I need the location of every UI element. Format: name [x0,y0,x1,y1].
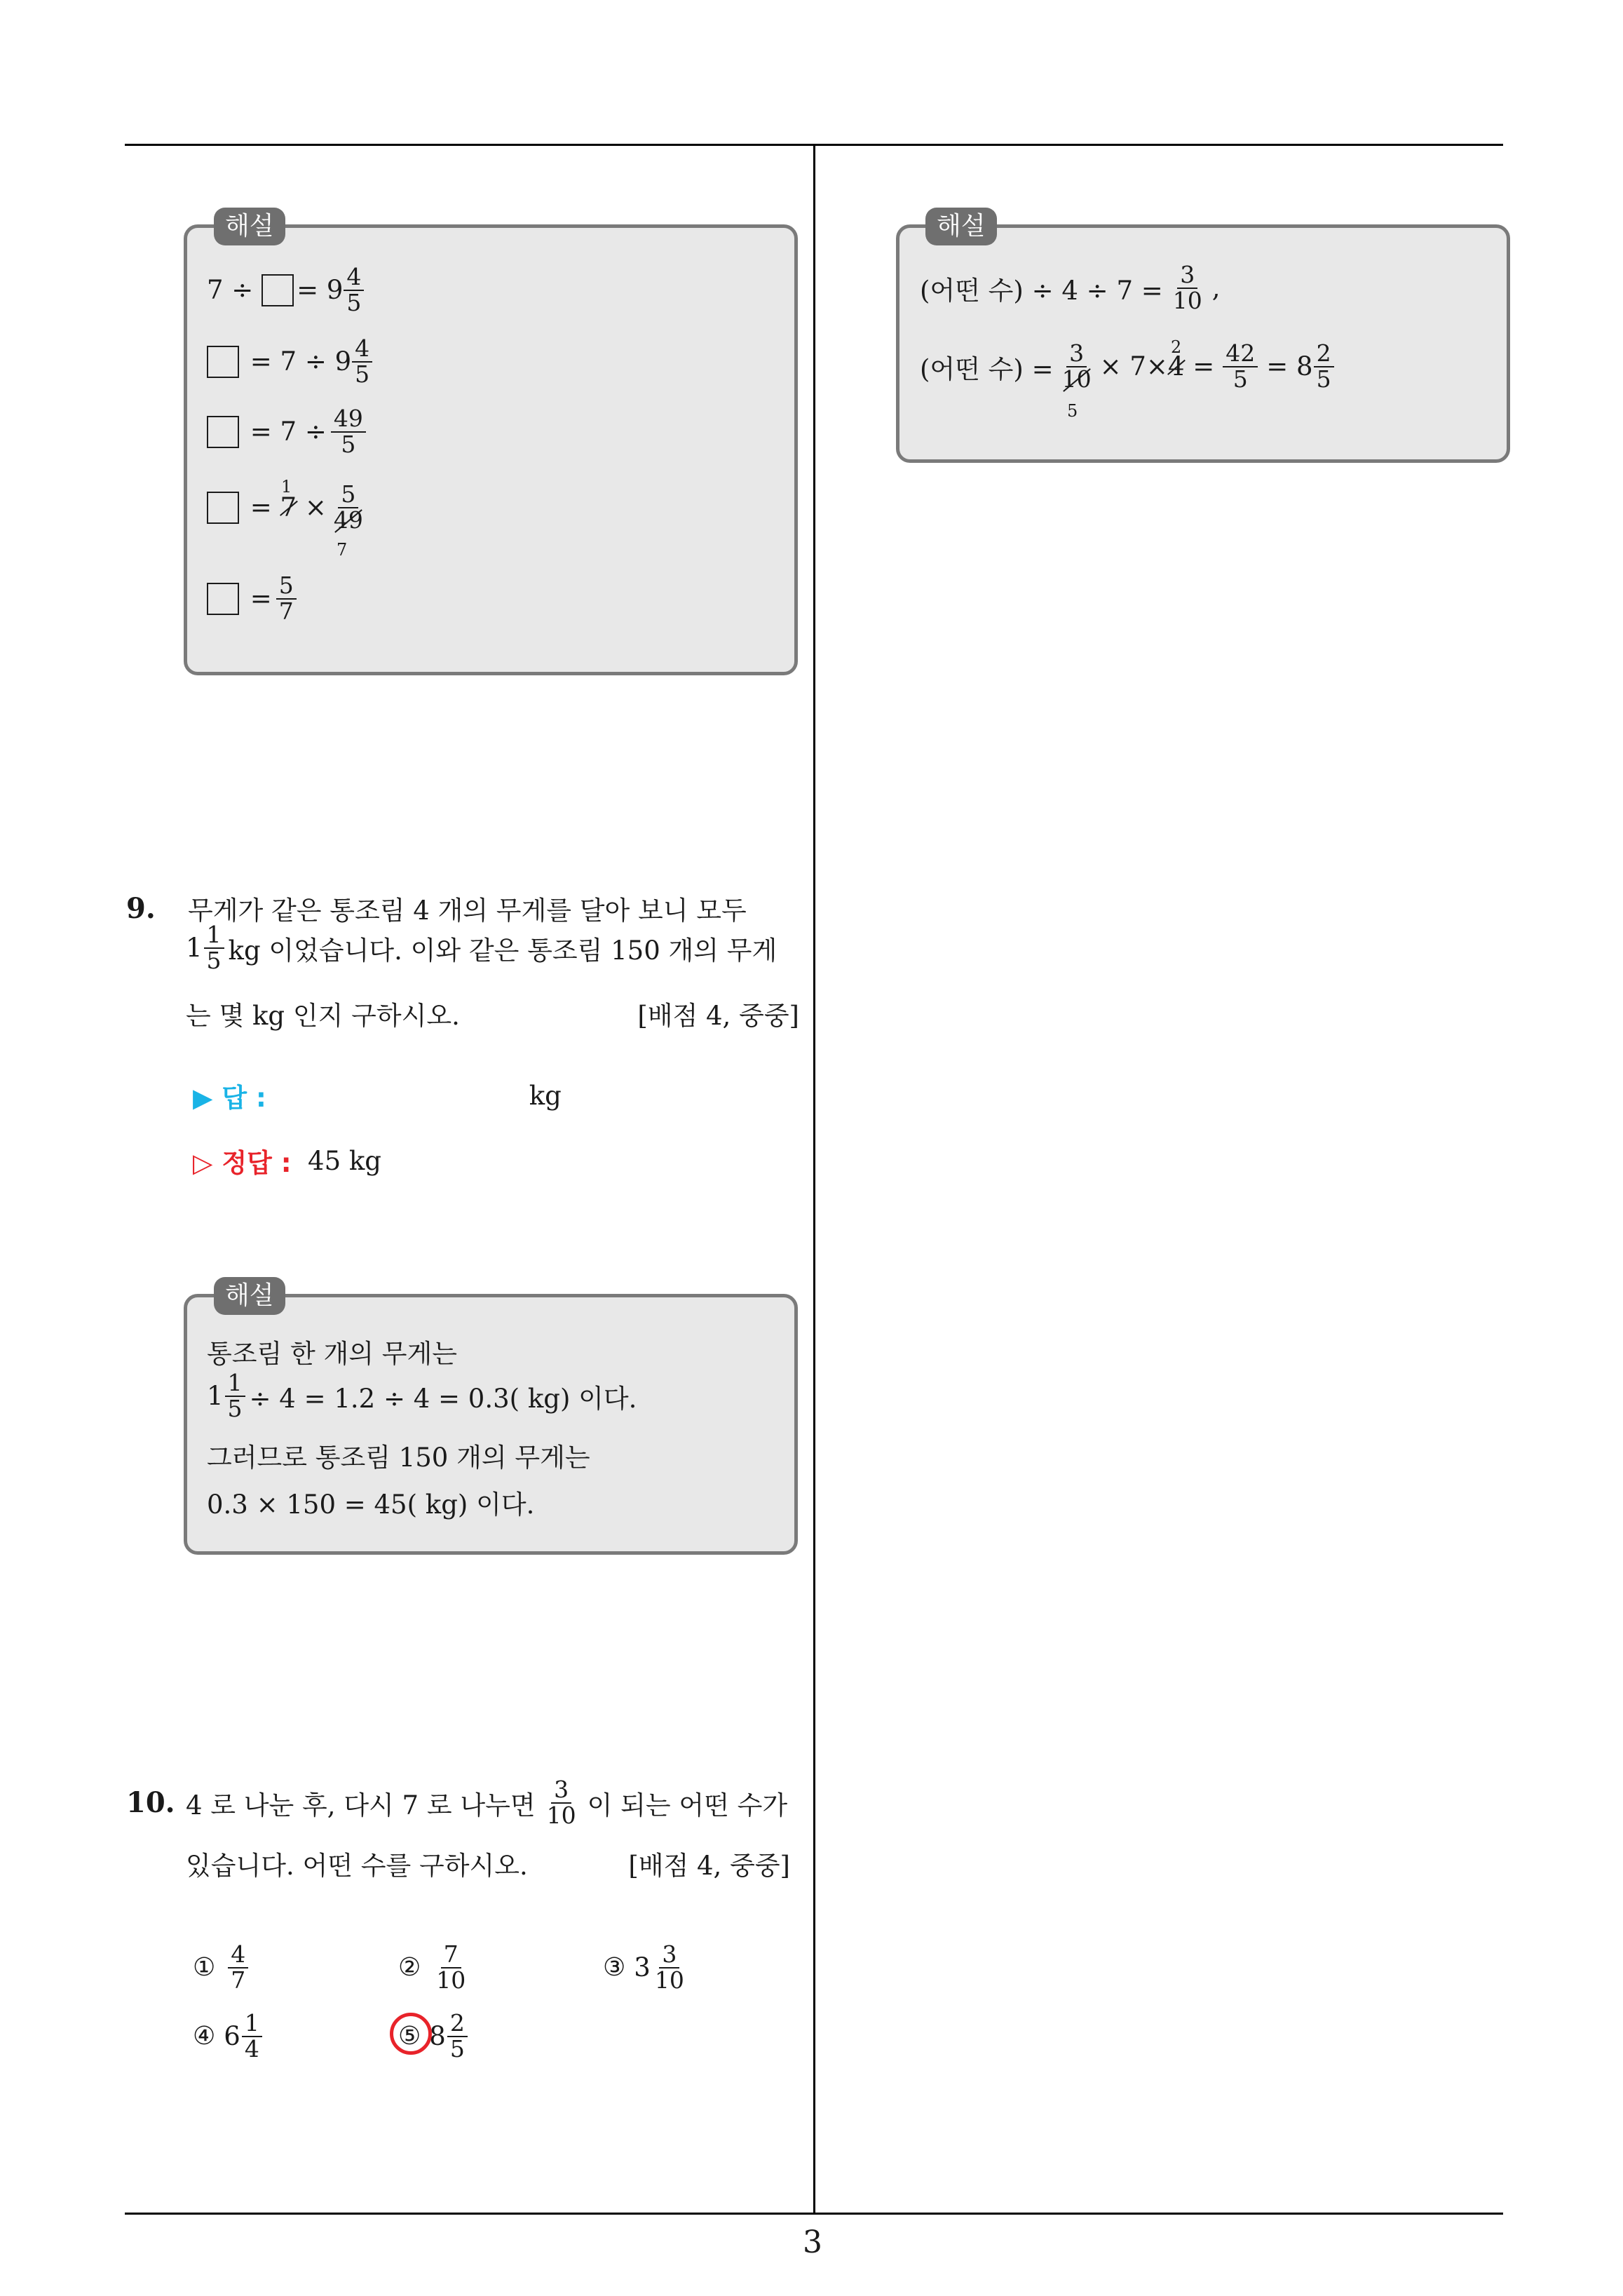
page-number: 3 [803,2224,822,2260]
blank-square [207,416,239,448]
choice-4[interactable]: ④ 6 $\frac{1}{4}$ [193,2011,266,2061]
column-divider [813,144,815,2214]
blank-square [207,583,239,615]
blank-square [262,274,294,306]
explain3-line-2: (어떤 수) = $\frac{3}{10}$ 5 × 7× 4 2 = $\frac{42}{5}$ = 8 $\frac{2}{5}$ [920,342,1338,391]
explain2-line-3: 그러므로 통조림 150 개의 무게는 [207,1443,590,1473]
explanation-tag-2: 해설 [214,1277,285,1315]
fraction: $\frac{3}{10}$ [546,1776,576,1829]
eq-line-5: = $\frac{5}{7}$ [207,574,301,623]
explain2-line-2: 1 $\frac{1}{5}$ ÷ 4 = 1.2 ÷ 4 = 0.3( kg) 이다. [207,1369,637,1422]
explanation-tag-1: 해설 [214,208,285,245]
question-number: 10. [126,1786,175,1820]
choice-3[interactable]: ③ 3 $\frac{3}{10}$ [603,1940,684,1994]
answer-unit: kg [529,1080,562,1111]
fraction: $\frac{5}{7}$ [276,574,297,623]
correct-answer-label: ▷ 정답 : [193,1148,292,1178]
explain2-line-4: 0.3 × 150 = 45( kg) 이다. [207,1490,535,1520]
blank-square [207,346,239,378]
fraction: $\frac{3}{10}$ [1061,339,1092,393]
choice-1[interactable]: ① $\frac{4}{7}$ [193,1943,252,1992]
mixed-number: 1 $\frac{1}{5}$ [186,923,229,973]
fraction: $\frac{49}{5}$ [331,407,366,457]
q10-line-2: 있습니다. 어떤 수를 구하시오. [배점 4, 중중] [186,1844,790,1882]
eq-line-3: = 7 ÷ $\frac{49}{5}$ [207,407,370,457]
reduced-number: 5 [1067,401,1078,421]
cancelled-number: 7 [280,492,297,523]
reduced-number: 1 [281,477,292,497]
eq-line-2: = 7 ÷ 9 $\frac{4}{5}$ [207,337,376,386]
fraction: $\frac{2}{5}$ [1314,342,1334,391]
mixed-number: 1 $\frac{1}{5}$ [207,1371,250,1421]
points-label: [배점 4, 중중] [637,1001,799,1031]
explanation-tag-3: 해설 [925,208,997,245]
choice-2[interactable]: ② $\frac{7}{10}$ [398,1940,466,1994]
fraction: $\frac{3}{10}$ [1172,261,1202,314]
reduced-number: 2 [1171,337,1182,357]
q9-line-3: 는 몇 kg 인지 구하시오. [배점 4, 중중] [186,994,799,1032]
points-label: [배점 4, 중중] [628,1851,790,1881]
explain3-line-1: (어떤 수) ÷ 4 ÷ 7 = $\frac{3}{10}$ , [920,261,1221,314]
q9-line-2: 1 $\frac{1}{5}$ kg 이었습니다. 이와 같은 통조림 150 개의 무게 [186,921,777,974]
cancelled-number: 4 [1167,351,1185,382]
selected-answer-mark [390,2013,432,2055]
q10-line-1: 10. 4 로 나눈 후, 다시 7 로 나누면 $\frac{3}{10}$ 이 되는 어떤 수가 [126,1776,788,1829]
footer-rule [125,2213,1503,2215]
q9-line-1: 9. 무게가 같은 통조림 4 개의 무게를 달아 보니 모두 [126,891,747,926]
fraction: $\frac{4}{5}$ [352,337,372,386]
choice-5[interactable]: ⑤ 8 $\frac{2}{5}$ [398,2011,472,2061]
blank-square [207,492,239,524]
reduced-number: 7 [337,540,348,560]
explain2-line-1: 통조림 한 개의 무게는 [207,1339,457,1369]
eq-line-1: 7 ÷ = 9 $\frac{4}{5}$ [207,265,368,315]
answer-row [193,1076,562,1114]
eq-line-4: = 7 1 × $\frac{5}{49}$ 7 [207,482,370,532]
fraction: $\frac{5}{49}$ [333,480,363,534]
correct-answer-row [193,1142,381,1180]
fraction: $\frac{4}{5}$ [344,265,364,315]
question-number: 9. [126,891,156,925]
answer-label: ▶ 답 : [193,1083,266,1113]
correct-answer-value: 45 kg [308,1145,381,1176]
fraction: $\frac{42}{5}$ [1223,342,1258,391]
